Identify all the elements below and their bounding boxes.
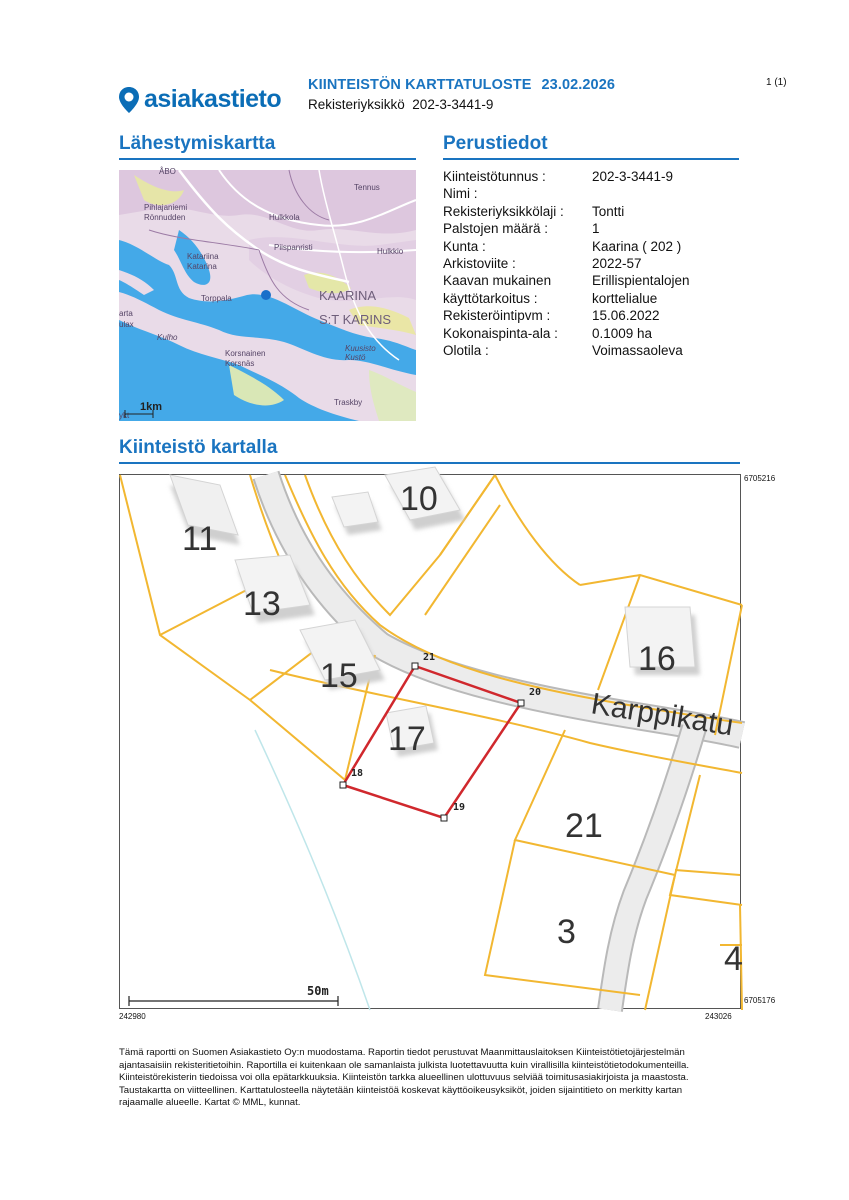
coord-bottom-right: 6705176	[744, 996, 776, 1005]
place-label: Traskby	[334, 398, 363, 407]
property-scale-bar	[129, 984, 338, 1006]
place-label: Katarina	[187, 262, 217, 271]
lot-number: 4	[724, 940, 743, 978]
info-label: Kaavan mukainen	[443, 273, 552, 289]
basic-info-table	[443, 168, 690, 359]
info-value: 15.06.2022	[592, 308, 660, 324]
place-label: Kulho	[157, 333, 178, 342]
info-label: Rekisteriyksikkölaji :	[443, 203, 564, 219]
info-label: käyttötarkoitus :	[443, 290, 538, 306]
lot-number: 10	[400, 480, 438, 518]
lot-number: 21	[565, 807, 603, 845]
boundary-point-label: 19	[453, 802, 466, 813]
info-row	[443, 272, 690, 289]
property-map-heading: Kiinteistö kartalla	[119, 437, 278, 458]
register-unit-value: 202-3-3441-9	[412, 97, 494, 112]
info-row	[443, 203, 690, 220]
place-label: Katariina	[187, 252, 219, 261]
info-label: Kokonaispinta-ala :	[443, 325, 558, 341]
register-unit-label: Rekisteriyksikkö	[308, 97, 405, 112]
info-row	[443, 220, 690, 237]
overview-map-heading: Lähestymiskartta	[119, 133, 276, 154]
place-label: Pihlajaniemi	[144, 203, 188, 212]
info-label: Olotila :	[443, 343, 489, 359]
company-logo	[118, 84, 288, 116]
info-row	[443, 238, 690, 255]
place-label: ulax	[119, 320, 134, 329]
overview-scale-label: 1km	[140, 401, 163, 413]
info-value: korttelialue	[592, 290, 658, 306]
info-label: Kiinteistötunnus :	[443, 169, 546, 184]
place-label: Tennus	[354, 183, 380, 192]
street-name: Karppikatu	[588, 687, 736, 743]
coord-top-right: 6705216	[744, 474, 776, 483]
basic-info-heading-rule	[443, 158, 739, 160]
place-label: Hulkkio	[377, 247, 404, 256]
lot-number: 3	[557, 913, 576, 951]
place-label: arta	[119, 309, 133, 318]
overview-heading-rule	[119, 158, 416, 160]
boundary-point-label: 18	[351, 768, 364, 779]
place-label: Kustö	[345, 353, 366, 362]
lot-number: 11	[182, 520, 218, 558]
coord-bottom-mid: 243026	[705, 1012, 732, 1021]
place-label: Kuusisto	[345, 344, 376, 353]
location-pin-icon	[118, 86, 140, 114]
place-label-kaarina: KAARINA	[319, 288, 377, 303]
info-value: 0.1009 ha	[592, 325, 653, 341]
place-label-st-karins: S:T KARINS	[319, 312, 392, 327]
document-date: 23.02.2026	[541, 77, 616, 93]
property-heading-rule	[119, 462, 740, 464]
place-label: Korsnainen	[225, 349, 266, 358]
document-title-text: KIINTEISTÖN KARTTATULOSTE	[308, 77, 532, 93]
place-label: Korsnäs	[225, 359, 255, 368]
boundary-point-label: 20	[529, 687, 542, 698]
lot-number: 13	[243, 585, 281, 623]
coord-bottom-left: 242980	[119, 1012, 146, 1021]
place-label: ÅBO	[159, 167, 176, 176]
register-unit-line	[308, 97, 493, 112]
info-value: Voimassaoleva	[592, 343, 683, 359]
info-label: Rekisteröintipvm :	[443, 308, 551, 324]
place-label: Piispanristi	[274, 243, 313, 252]
document-title	[308, 77, 615, 93]
disclaimer-text: Tämä raportti on Suomen Asiakastieto Oy:n muodostama. Raportin tiedot perustuvat Maanmittauslaitoksen Kiinteistötietojärjestelmän ajantasaisiin rekisteritietoihin. Raportilla ei kuitenkaan ole samanlaista julkista luotettavuutta kuin virallisilla kiinteistötietodokumenteilla. Kiinteistörekisterin tiedoissa voi olla epätarkkuuksia. Kiinteistön tarkka alueellinen ulottuvuus selviää toimitusasiakirjoista ja maastosta. Taustakartta on viitteellinen. Karttatulosteella näytetään kiinteistöä koskevat käyttöoikeusyksiköt, joiden sijaintitieto on merkitty kartan rajaamalle alueelle. Kartat © MML, kunnat.	[119, 1047, 690, 1109]
place-label: Rönnudden	[144, 213, 186, 222]
lot-number: 15	[320, 657, 358, 695]
info-label: Kunta :	[443, 238, 486, 254]
property-map	[119, 474, 741, 1009]
boundary-point-label: 21	[423, 652, 436, 663]
info-value: 2022-57	[592, 256, 642, 272]
info-row	[443, 255, 690, 272]
info-value: 202-3-3441-9	[592, 169, 674, 184]
info-value: Tontti	[592, 203, 625, 219]
basic-info-heading: Perustiedot	[443, 133, 548, 154]
place-label: Torppala	[201, 294, 232, 303]
logo-text: asiakastieto	[144, 85, 282, 113]
place-label: Hulkkola	[269, 213, 300, 222]
info-row	[443, 325, 690, 342]
info-row	[443, 168, 690, 185]
info-row	[443, 185, 690, 202]
info-label: Nimi :	[443, 186, 478, 202]
property-scale-label: 50m	[307, 984, 329, 998]
lot-number: 17	[388, 720, 426, 758]
info-label: Palstojen määrä :	[443, 221, 549, 237]
info-row	[443, 342, 690, 359]
info-label: Arkistoviite :	[443, 256, 516, 272]
info-row	[443, 290, 690, 307]
info-value: 1	[592, 221, 600, 237]
page-number: 1 (1)	[766, 77, 787, 88]
info-value: Erillispientalojen	[592, 273, 690, 289]
info-value: Kaarina ( 202 )	[592, 238, 682, 254]
overview-map	[119, 167, 416, 421]
lot-number: 16	[638, 640, 676, 678]
info-row	[443, 307, 690, 324]
place-label: ykt	[119, 411, 130, 420]
